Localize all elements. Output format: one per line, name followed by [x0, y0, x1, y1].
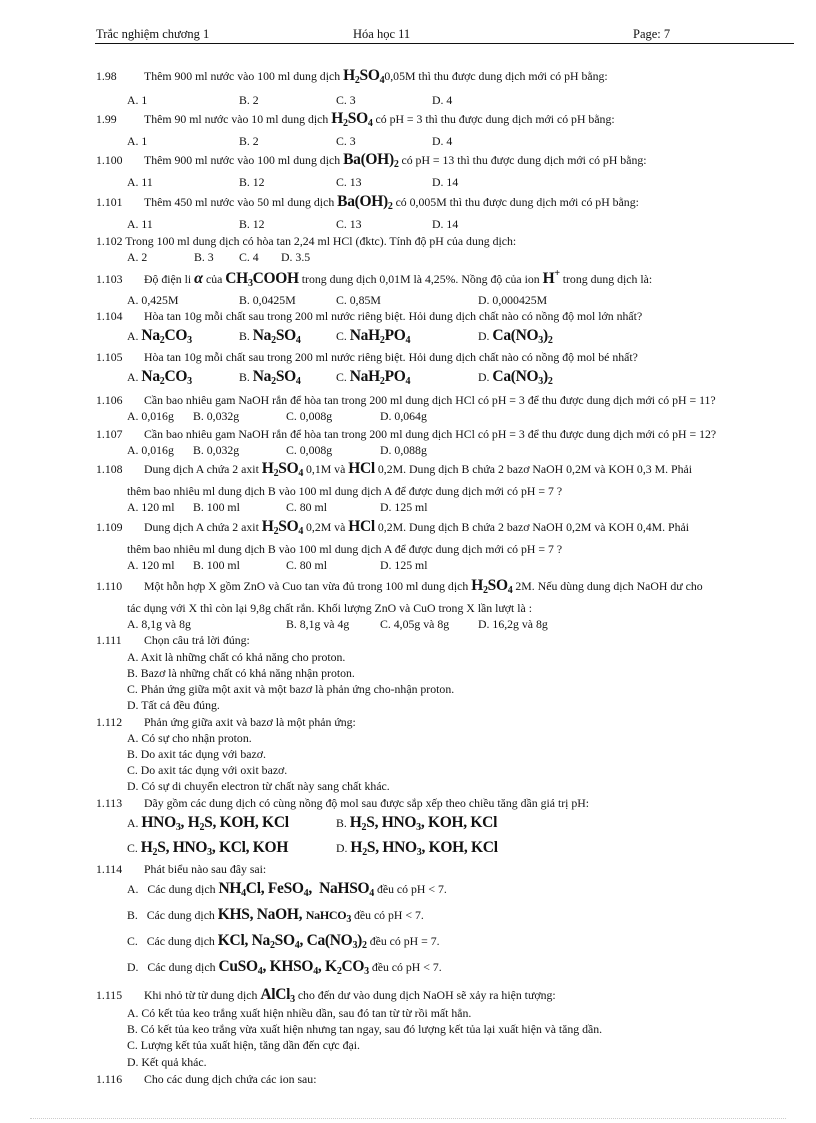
option-d[interactable]: D. 16,2g và 8g [478, 617, 548, 631]
page-bottom-edge [30, 1118, 786, 1119]
question-text: Phát biểu nào sau đây sai: [144, 862, 267, 876]
option-b[interactable]: B. 2 [239, 134, 259, 148]
question-1-112 [96, 715, 356, 730]
question-text: Độ điện li [144, 272, 192, 286]
question-text-4: trong dung dịch là: [562, 272, 653, 286]
question-number: 1.110 [96, 579, 123, 593]
option-b[interactable]: B. 0,032g [193, 409, 240, 423]
question-1-98 [96, 67, 608, 86]
option-b[interactable]: B. 12 [239, 175, 265, 189]
option-d[interactable]: D. 3.5 [281, 250, 311, 264]
option-b[interactable]: B. Do axit tác dụng với bazơ. [127, 747, 266, 761]
question-text: Thêm 900 ml nước vào 100 ml dung dịch [144, 153, 341, 167]
question-text-cont: 0,05M thì thu được dung dịch mới có pH bằng: [384, 69, 608, 83]
question-text-2: 0,2M và [306, 520, 346, 534]
question-text: Hòa tan 10g mỗi chất sau trong 200 ml nước riêng biệt. Hỏi dung dịch chất nào có nồng độ mol bé nhất? [144, 350, 638, 364]
question-number: 1.111 [96, 633, 122, 647]
question-1-107 [96, 427, 716, 442]
option-a[interactable]: A. Các dung dịch $NH_4Cl$, FeSO$_4$, NaHSO$_4$ đều có pH < 7. [127, 880, 447, 899]
header-right: Page: 7 [633, 27, 671, 41]
header-rule [95, 43, 794, 44]
option-d[interactable]: D. 0,000425M [478, 293, 548, 307]
option-a[interactable]: A. Có kết tủa keo trắng xuất hiện nhiều dần, sau đó tan từ từ rồi mất hẳn. [127, 1006, 472, 1020]
question-number: 1.112 [96, 715, 123, 729]
formula-h2so4: $H_2SO_4$ [343, 67, 385, 86]
option-b[interactable]: B. 2 [239, 93, 259, 107]
question-text-cont: có 0,005M thì thu được dung dịch mới có pH bằng: [395, 195, 639, 209]
option-d[interactable]: D. 125 ml [380, 500, 428, 514]
formula-h2so4: $H_2SO_4$ [261, 518, 304, 537]
question-text-3: 0,2M. Dung dịch B chứa 2 bazơ NaOH 0,2M và KOH 0,4M. Phải [377, 520, 690, 534]
formula-baoh2: $Ba(OH)_2$ [343, 151, 399, 170]
option-b[interactable]: B. 100 ml [193, 558, 240, 572]
option-b[interactable]: B. $Na_2SO_4$ [239, 368, 301, 387]
question-1-105 [96, 350, 638, 365]
question-text-2: 0,1M và [306, 462, 346, 476]
question-1-108 [96, 460, 692, 479]
option-d[interactable]: D. 14 [432, 217, 459, 231]
question-text-cont: có pH = 13 thì thu được dung dịch mới có pH bằng: [401, 153, 647, 167]
question-number: 1.99 [96, 112, 117, 126]
question-text-3: 0,2M. Dung dịch B chứa 2 bazơ NaOH 0,2M và KOH 0,3 M. Phải [377, 462, 692, 476]
option-b[interactable]: B. 0,032g [193, 443, 240, 457]
option-b[interactable]: B. $H_2S$, $HNO_3$, KOH, KCl [336, 814, 498, 833]
option-c[interactable]: C. 80 ml [286, 558, 327, 572]
question-text: Dung dịch A chứa 2 axit [144, 462, 259, 476]
option-a[interactable]: A. $Na_2CO_3$ [127, 327, 192, 346]
option-c[interactable]: C. 0,008g [286, 409, 333, 423]
option-c[interactable]: C. 4,05g và 8g [380, 617, 450, 631]
option-c[interactable]: C. Do axit tác dụng với oxit bazơ. [127, 763, 288, 777]
formula-h-plus: H+ [542, 268, 560, 287]
option-c[interactable]: C. 13 [336, 217, 362, 231]
option-c[interactable]: C. 3 [336, 134, 356, 148]
header-left: Trắc nghiệm chương 1 [96, 27, 210, 41]
option-d[interactable]: D. Có sự di chuyển electron từ chất này sang chất khác. [127, 779, 390, 793]
option-a[interactable]: A. 0,016g [127, 409, 174, 423]
question-1-106 [96, 393, 716, 408]
question-text: Một hỗn hợp X gồm ZnO và Cuo tan vừa đủ trong 100 ml dung dịch [144, 579, 469, 593]
formula-ch3cooh: $CH_3COOH$ [225, 270, 299, 289]
question-1-111 [96, 633, 250, 648]
question-1-103 [96, 268, 652, 289]
option-d[interactable]: D. 14 [432, 175, 459, 189]
question-number: 1.114 [96, 862, 123, 876]
formula-hcl: HCl [348, 460, 375, 477]
option-b[interactable]: B. Bazơ là những chất có khả năng nhận proton. [127, 666, 355, 680]
question-1-99 [96, 110, 615, 129]
question-1-109 [96, 518, 689, 537]
question-text: Cần bao nhiêu gam NaOH rắn để hòa tan trong 200 ml dung dịch HCl có pH = 3 để thu được dung dịch mới có pH = 12? [144, 427, 717, 441]
option-d[interactable]: D. 0,088g [380, 443, 427, 457]
question-number: 1.106 [96, 393, 123, 407]
alpha-symbol: α [194, 270, 203, 287]
question-1-104 [96, 309, 642, 324]
option-c[interactable]: C. $NaH_2PO_4$ [336, 327, 411, 346]
option-c[interactable]: C. 13 [336, 175, 362, 189]
option-a[interactable]: A. 120 ml [127, 500, 175, 514]
option-b[interactable]: B. 0,0425M [239, 293, 296, 307]
question-number: 1.104 [96, 309, 123, 323]
question-text: Thêm 90 ml nước vào 10 ml dung dịch [144, 112, 329, 126]
option-c[interactable]: C. Các dung dịch KCl, $Na_2SO_4$, $Ca(NO_3)_2$ đều có pH = 7. [127, 932, 440, 951]
question-text: 1.102 Trong 100 ml dung dịch có hòa tan 2,24 ml HCl (đktc). Tính độ pH của dung dịch: [96, 234, 517, 248]
option-a[interactable]: A. Axit là những chất có khả năng cho proton. [127, 650, 346, 664]
option-b[interactable]: B. Có kết tủa keo trắng vừa xuất hiện nhưng tan ngay, sau đó lượng kết tủa lại xuất hiện và tăng dần. [127, 1022, 603, 1036]
option-b[interactable]: B. 12 [239, 217, 265, 231]
question-1-102 [96, 234, 516, 249]
option-a[interactable]: A. 11 [127, 175, 153, 189]
question-text-3: trong dung dịch 0,01M là 4,25%. Nồng độ của ion [301, 272, 540, 286]
option-b[interactable]: B. 3 [194, 250, 214, 264]
option-a[interactable]: A. 0,016g [127, 443, 174, 457]
option-a[interactable]: A. 120 ml [127, 558, 175, 572]
question-1-108-cont: thêm bao nhiêu ml dung dịch B vào 100 ml dung dịch A để được dung dịch mới có pH = 7 ? [127, 484, 563, 498]
option-d[interactable]: D. 125 ml [380, 558, 428, 572]
question-number: 1.107 [96, 427, 123, 441]
question-text-cont: có pH = 3 thì thu được dung dịch mới có pH bằng: [375, 112, 615, 126]
question-1-109-cont: thêm bao nhiêu ml dung dịch B vào 100 ml dung dịch A để được dung dịch mới có pH = 7 ? [127, 542, 563, 556]
question-1-113 [96, 796, 589, 811]
question-text: Thêm 450 ml nước vào 50 ml dung dịch [144, 195, 335, 209]
option-d[interactable]: D. Tất cả đều đúng. [127, 698, 220, 712]
option-a[interactable]: A. $Na_2CO_3$ [127, 368, 192, 387]
option-c[interactable]: C. $H_2S$, $HNO_3$, KCl, KOH [127, 839, 289, 858]
question-text: Hòa tan 10g mỗi chất sau trong 200 ml nước riêng biệt. Hỏi dung dịch chất nào có nồng độ mol lớn nhất? [144, 309, 643, 323]
question-number: 1.98 [96, 69, 117, 83]
question-number: 1.109 [96, 520, 123, 534]
question-text: Chọn câu trả lời đúng: [144, 633, 250, 647]
question-text: Cần bao nhiêu gam NaOH rắn để hòa tan trong 200 ml dung dịch HCl có pH = 3 để thu được dung dịch mới có pH = 11? [144, 393, 716, 407]
option-c[interactable]: C. $NaH_2PO_4$ [336, 368, 411, 387]
option-d[interactable]: D. Các dung dịch CuSO$_4$, $KHSO_4$, $K_2CO_3$ đều có pH < 7. [127, 958, 442, 977]
option-a[interactable]: A. Có sự cho nhận proton. [127, 731, 252, 745]
formula-baoh2: $Ba(OH)_2$ [337, 193, 393, 212]
question-text: Khi nhỏ từ từ dung dịch [144, 988, 258, 1002]
question-number: 1.100 [96, 153, 123, 167]
option-a[interactable]: A. 0,425M [127, 293, 179, 307]
question-text: Dãy gồm các dung dịch có cùng nồng độ mol sau được sắp xếp theo chiều tăng dần giá trị pH: [144, 796, 590, 810]
question-number: 1.113 [96, 796, 123, 810]
formula-alcl3: AlCl$_3$ [260, 986, 295, 1005]
question-text: Thêm 900 ml nước vào 100 ml dung dịch [144, 69, 341, 83]
option-a[interactable]: A. 1 [127, 93, 148, 107]
question-text: Cho các dung dịch chứa các ion sau: [144, 1072, 317, 1086]
option-c[interactable]: C. 4 [239, 250, 259, 264]
option-c[interactable]: C. 3 [336, 93, 356, 107]
question-1-114 [96, 862, 266, 877]
option-d[interactable]: D. $Ca(NO_3)_2$ [478, 368, 553, 387]
question-text: Dung dịch A chứa 2 axit [144, 520, 259, 534]
question-text-2: cho đến dư vào dung dịch NaOH sẽ xảy ra hiện tượng: [297, 988, 556, 1002]
question-number: 1.103 [96, 272, 123, 286]
option-d[interactable]: D. $H_2S$, $HNO_3$, KOH, KCl [336, 839, 498, 858]
option-a[interactable]: A. $HNO_3$, $H_2S$, KOH, KCl [127, 814, 289, 833]
question-1-110 [96, 577, 703, 596]
option-c[interactable]: C. 0,85M [336, 293, 381, 307]
formula-h2so4: $H_2SO_4$ [331, 110, 373, 129]
question-text-2: 2M. Nếu dùng dung dịch NaOH dư cho [515, 579, 703, 593]
option-a[interactable]: A. 11 [127, 217, 153, 231]
question-number: 1.115 [96, 988, 123, 1002]
option-a[interactable]: A. 8,1g và 8g [127, 617, 191, 631]
formula-hcl: HCl [348, 518, 375, 535]
question-1-110-cont: tác dụng với X thì còn lại 9,8g chất rắn. Khối lượng ZnO và CuO trong X lần lượt là : [127, 601, 532, 615]
question-number: 1.101 [96, 195, 123, 209]
option-c[interactable]: C. 0,008g [286, 443, 333, 457]
question-1-115 [96, 986, 556, 1005]
option-d[interactable]: D. $Ca(NO_3)_2$ [478, 327, 553, 346]
option-d[interactable]: D. 4 [432, 134, 453, 148]
question-text: Phản ứng giữa axit và bazơ là một phản ứng: [144, 715, 356, 729]
question-number: 1.116 [96, 1072, 123, 1086]
option-b[interactable]: B. 100 ml [193, 500, 240, 514]
question-1-100 [96, 151, 647, 170]
question-1-101 [96, 193, 639, 212]
header-center: Hóa học 11 [353, 27, 411, 41]
option-c[interactable]: C. 80 ml [286, 500, 327, 514]
option-b[interactable]: B. Các dung dịch KHS, NaOH, NaHCO$_3$ đều có pH < 7. [127, 906, 424, 925]
formula-h2so4: $H_2SO_4$ [261, 460, 304, 479]
option-a[interactable]: A. 1 [127, 134, 148, 148]
option-d[interactable]: D. 4 [432, 93, 453, 107]
option-a[interactable]: A. 2 [127, 250, 148, 264]
option-c[interactable]: C. Phản ứng giữa một axit và một bazơ là phản ứng cho-nhận proton. [127, 682, 455, 696]
formula-h2so4: $H_2SO_4$ [471, 577, 513, 596]
option-b[interactable]: B. 8,1g và 4g [286, 617, 350, 631]
question-text-2: của [205, 272, 223, 286]
option-b[interactable]: B. $Na_2SO_4$ [239, 327, 301, 346]
question-number: 1.105 [96, 350, 123, 364]
option-d[interactable]: D. 0,064g [380, 409, 427, 423]
option-c[interactable]: C. Lượng kết tủa xuất hiện, tăng dần đến cực đại. [127, 1038, 360, 1052]
question-number: 1.108 [96, 462, 123, 476]
question-1-116 [96, 1072, 316, 1087]
option-d[interactable]: D. Kết quả khác. [127, 1055, 207, 1069]
